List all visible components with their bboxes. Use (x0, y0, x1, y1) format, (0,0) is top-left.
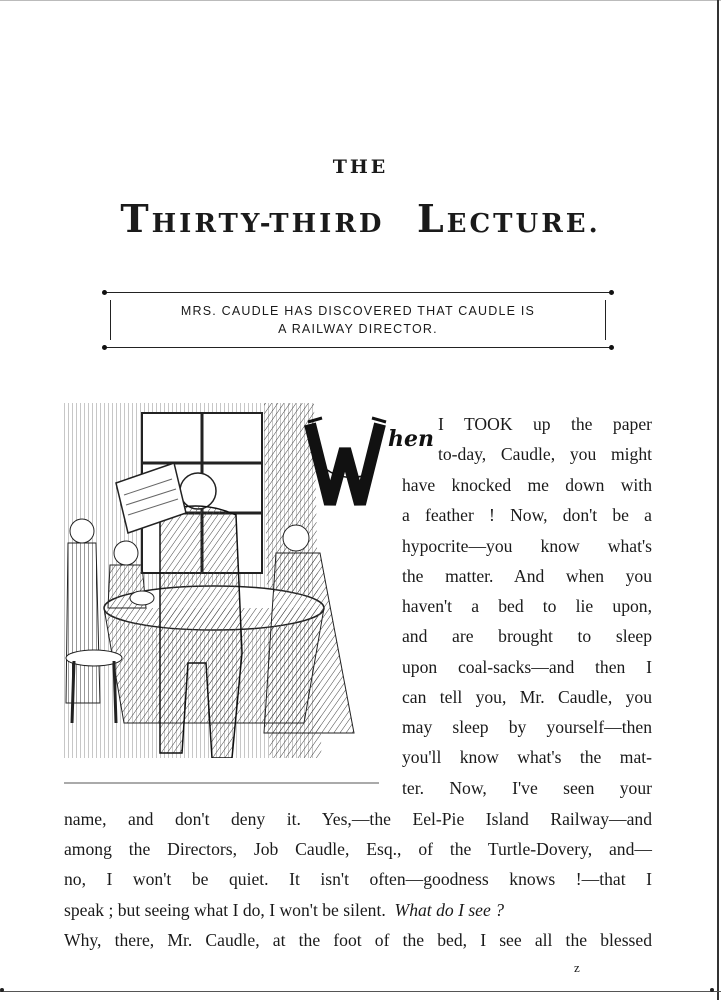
body-line: the matter. And when you (402, 566, 652, 586)
italic-phrase: What do I see ? (394, 900, 504, 920)
body-line: upon coal-sacks—and then I (402, 657, 652, 677)
body-line: no, I won't be quiet. It isn't often—goodness knows !—that I (64, 869, 652, 889)
body-line: and are brought to sleep (402, 626, 652, 646)
chapter-summary (124, 302, 592, 338)
summary-rule-left (110, 300, 111, 340)
body-line: haven't a bed to lie upon, (402, 596, 652, 616)
body-line: can tell you, Mr. Caudle, you (402, 687, 652, 707)
summary-corner-dot (102, 345, 107, 350)
summary-rule-top (104, 292, 612, 293)
ornate-dropcap-when-icon (300, 404, 435, 519)
page-corner-dot (710, 988, 714, 992)
chapter-summary-box (104, 290, 612, 350)
body-line: hypocrite—you know what's (402, 536, 652, 556)
summary-corner-dot (102, 290, 107, 295)
body-text: speak ; but seeing what I do, I won't be silent. (64, 900, 386, 920)
page-edge-top (0, 0, 721, 1)
summary-corner-dot (609, 345, 614, 350)
body-line: I TOOK up the paper (438, 414, 652, 434)
summary-line: MRS. CAUDLE HAS DISCOVERED THAT CAUDLE IS (180, 304, 536, 318)
lecture-title (0, 196, 721, 241)
body-line: among the Directors, Job Caudle, Esq., of the Turtle-Dovery, and— (64, 839, 652, 859)
body-line: a feather ! Now, don't be a (402, 505, 652, 525)
body-line: may sleep by yourself—then (402, 717, 652, 737)
summary-line: A RAILWAY DIRECTOR. (278, 322, 438, 336)
title-word: ECTURE. (446, 209, 601, 239)
signature-mark: z (574, 960, 580, 975)
summary-corner-dot (609, 290, 614, 295)
body-line: name, and don't deny it. Yes,—the Eel-Pie Island Railway—and (64, 809, 652, 829)
summary-rule-right (605, 300, 606, 340)
page-edge-bottom (0, 991, 721, 992)
body-line: have knocked me down with (402, 475, 652, 495)
body-line: you'll know what's the mat- (402, 747, 652, 767)
dropcap-word: hen (388, 426, 434, 452)
body-line: ter. Now, I've seen your (402, 778, 652, 798)
body-line-with-italic (64, 899, 652, 921)
title-initial: L (416, 196, 447, 241)
body-line: Why, there, Mr. Caudle, at the foot of the bed, I see all the blessed (64, 930, 652, 950)
body-line: to-day, Caudle, you might (438, 444, 652, 464)
title-word: HIRTY-THIRD (151, 209, 385, 239)
title-initial: T (120, 196, 152, 241)
heading-the: THE (332, 156, 389, 178)
page-edge-right (717, 0, 719, 1000)
page-corner-dot (0, 988, 4, 992)
summary-rule-bottom (104, 347, 612, 348)
